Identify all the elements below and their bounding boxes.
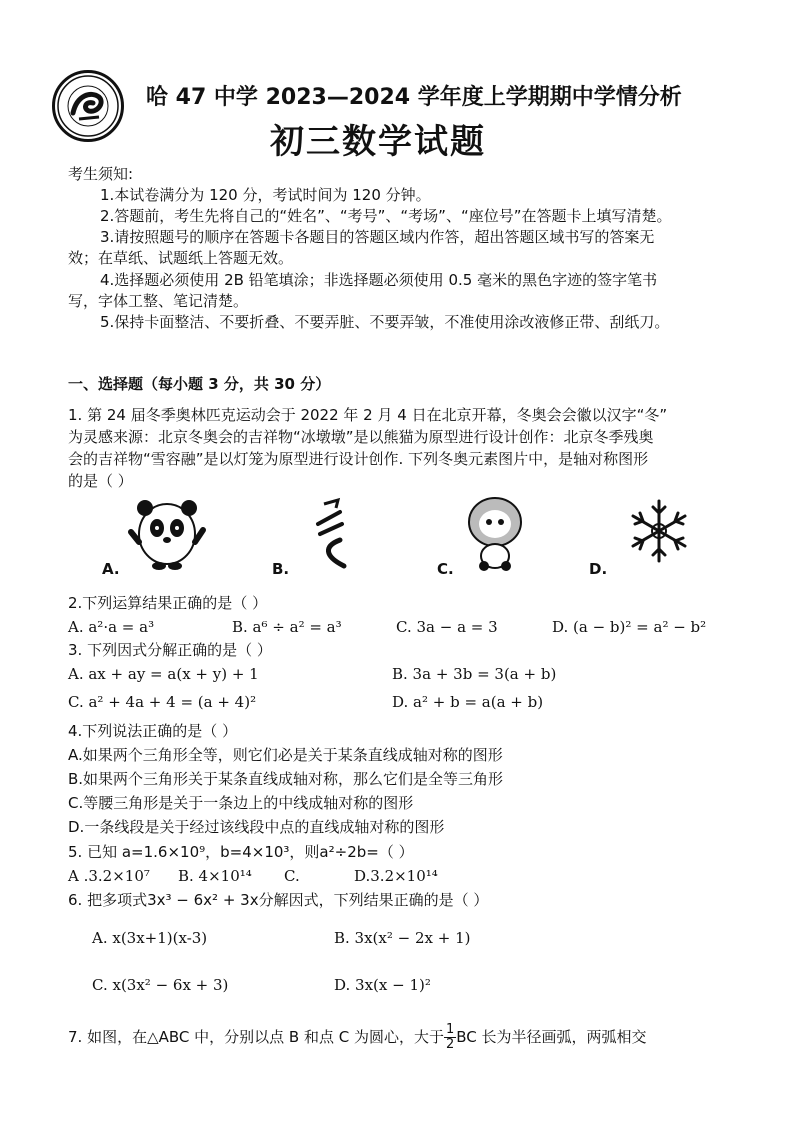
q5-stem: 5. 已知 a=1.6×10⁹，b=4×10³，则a²÷2b=（ ） [68,843,414,861]
q5-option-d: D.3.2×10¹⁴ [354,867,438,885]
q4-option-c: C.等腰三角形是关于一条边上的中线成轴对称的图形 [68,794,414,812]
q1-line: 为灵感来源：北京冬奥会的吉祥物“冰墩墩”是以熊猫为原型进行设计创作：北京冬季残奥 [68,428,654,446]
q3-option-c: C. a² + 4a + 4 = (a + 4)² [68,693,257,711]
notice-item: 2.答题前，考生先将自己的“姓名”、“考号”、“考场”、“座位号”在答题卡上填写清楚。 [100,207,672,225]
q2-option-d: D. (a − b)² = a² − b² [552,618,707,636]
section-heading: 一、选择题（每小题 3 分，共 30 分） [68,375,331,393]
q4-option-a: A.如果两个三角形全等，则它们必是关于某条直线成轴对称的图形 [68,746,503,764]
q4-option-d: D.一条线段是关于经过该线段中点的直线成轴对称的图形 [68,818,445,836]
school-title: 哈 47 中学 2023—2024 学年度上学期期中学情分析 [146,85,682,110]
notice-item: 5.保持卡面整洁、不要折叠、不要弄脏、不要弄皱，不准使用涂改液修正带、刮纸刀。 [100,313,670,331]
notice-heading: 考生须知: [68,165,134,183]
notice-item: 1.本试卷满分为 120 分，考试时间为 120 分钟。 [100,186,431,204]
q7-stem [68,1020,647,1054]
winter-emblem-icon [306,494,356,574]
q2-stem: 2.下列运算结果正确的是（ ） [68,594,268,612]
school-emblem-icon [55,73,121,139]
q5-option-c: C. [284,867,300,885]
q2-option-a: A. a²·a = a³ [68,618,155,636]
q7-text-part2: BC 长为半径画弧，两弧相交 [456,1028,647,1046]
notice-item: 3.请按照题号的顺序在答题卡各题目的答题区域内作答，超出答题区域书写的答案无 [100,228,655,246]
lantern-mascot-icon [464,494,526,574]
q4-option-b: B.如果两个三角形关于某条直线成轴对称，那么它们是全等三角形 [68,770,504,788]
q1-line: 的是（ ） [68,472,133,490]
exam-title: 初三数学试题 [270,122,486,162]
q3-option-a: A. ax + ay = a(x + y) + 1 [68,665,259,683]
q1-option-c: C. [437,560,454,578]
q5-option-a: A .3.2×10⁷ [68,867,150,885]
q1-line: 会的吉祥物“雪容融”是以灯笼为原型进行设计创作. 下列冬奥元素图片中，是轴对称图形 [68,450,649,468]
q1-option-b: B. [272,560,290,578]
q6-option-b: B. 3x(x² − 2x + 1) [334,929,471,947]
q1-line: 1. 第 24 届冬季奥林匹克运动会于 2022 年 2 月 4 日在北京开幕，冬奥会会徽以汉字“冬” [68,406,668,424]
school-logo [52,70,124,142]
q6-option-d: D. 3x(x − 1)² [334,976,431,994]
q7-frac-den: 2 [445,1037,455,1052]
q3-option-b: B. 3a + 3b = 3(a + b) [392,665,557,683]
q2-option-b: B. a⁶ ÷ a² = a³ [232,618,342,636]
notice-item: 写，字体工整、笔记清楚。 [68,292,249,310]
q1-option-a: A. [102,560,120,578]
q6-stem: 6. 把多项式3x³ − 6x² + 3x分解因式，下列结果正确的是（ ） [68,891,489,909]
q5-option-b: B. 4×10¹⁴ [178,867,252,885]
q3-stem: 3. 下列因式分解正确的是（ ） [68,641,272,659]
q7-text-part1: 7. 如图，在△ABC 中，分别以点 B 和点 C 为圆心，大于 [68,1028,444,1046]
q7-frac-num: 1 [445,1022,455,1037]
q7-fraction [444,1023,456,1052]
q4-stem: 4.下列说法正确的是（ ） [68,722,238,740]
q6-option-a: A. x(3x+1)(x-3) [92,929,208,947]
q3-option-d: D. a² + b = a(a + b) [392,693,544,711]
notice-item: 效；在草纸、试题纸上答题无效。 [68,249,294,267]
panda-mascot-icon [125,492,210,572]
q1-option-d: D. [589,560,608,578]
notice-item: 4.选择题必须使用 2B 铅笔填涂；非选择题必须使用 0.5 毫米的黑色字迹的签字笔书 [100,271,658,289]
snowflake-icon [626,498,692,564]
q6-option-c: C. x(3x² − 6x + 3) [92,976,229,994]
q2-option-c: C. 3a − a = 3 [396,618,498,636]
